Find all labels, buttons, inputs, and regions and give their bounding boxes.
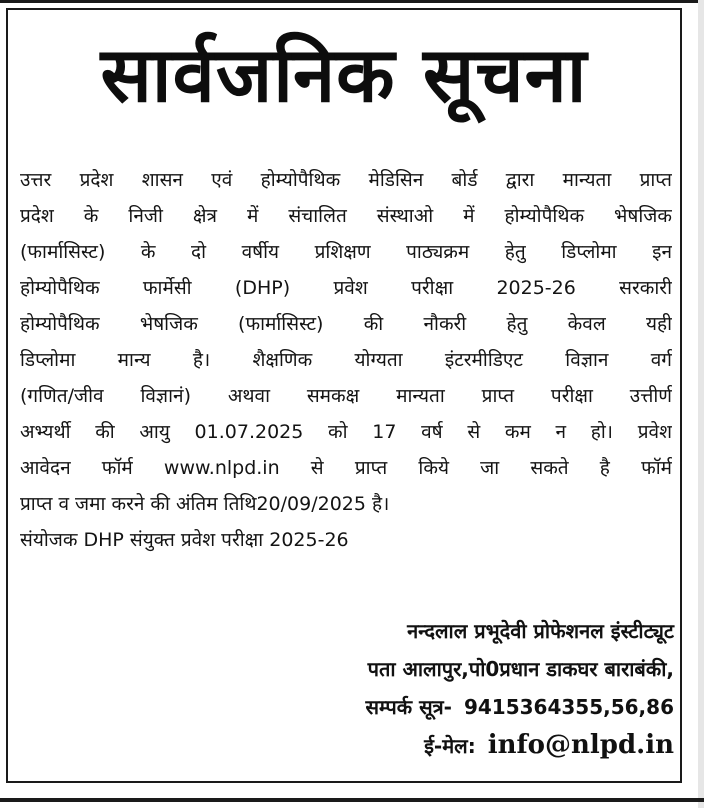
notice-body [20, 162, 672, 558]
top-border-rule [0, 0, 704, 3]
body-line: (फार्मासिस्ट) के दो वर्षीय प्रशिक्षण पाठ्यक्रम हेतु डिप्लोमा इन [20, 241, 672, 263]
body-line: (गणित/जीव विज्ञानं) अथवा समकक्ष मान्यता प्राप्त परीक्षा उत्तीर्ण [20, 385, 672, 407]
contact-line [74, 688, 674, 726]
body-line: प्रदेश के निजी क्षेत्र में संचालित संस्थाओ में होम्योपैथिक भेषजिक [20, 205, 672, 227]
body-line: डिप्लोमा मान्य है। शैक्षणिक योग्यता इंटरमीडिएट विज्ञान वर्ग [20, 349, 672, 371]
notice-headline: सार्वजनिक सूचना [100, 30, 588, 119]
institute-name: नन्दलाल प्रभूदेवी प्रोफेशनल इंस्टीट्यूट [407, 619, 674, 643]
institute-footer [74, 612, 674, 764]
body-line: होम्योपैथिक भेषजिक (फार्मासिस्ट) की नौकरी हेतु केवल यही [20, 313, 672, 335]
email-label: ई-मेल: [424, 734, 476, 758]
body-line: होम्योपैथिक फार्मेसी (DHP) प्रवेश परीक्षा 2025-26 सरकारी [20, 277, 672, 299]
body-line: अभ्यर्थी की आयु 01.07.2025 को 17 वर्ष से कम न हो। प्रवेश [20, 421, 672, 443]
email-address: info@nlpd.in [487, 730, 674, 760]
institute-address: पता आलापुर,पो0प्रधान डाकघर बाराबंकी, [367, 657, 674, 681]
email-line [74, 726, 674, 764]
body-line: उत्तर प्रदेश शासन एवं होम्योपैथिक मेडिसिन बोर्ड द्वारा मान्यता प्राप्त [20, 169, 672, 191]
bottom-border-rule [0, 798, 704, 802]
contact-label: सम्पर्क सूत्र- [365, 695, 452, 719]
contact-numbers: 9415364355,56,86 [463, 695, 674, 719]
coordinator-line: संयोजक DHP संयुक्त प्रवेश परीक्षा 2025-26 [20, 529, 349, 551]
body-line: आवेदन फॉर्म www.nlpd.in से प्राप्त किये जा सकते है फॉर्म [20, 457, 672, 479]
body-line: प्राप्त व जमा करने की अंतिम तिथि20/09/2025 है। [20, 493, 390, 515]
page-right-edge [698, 0, 704, 808]
